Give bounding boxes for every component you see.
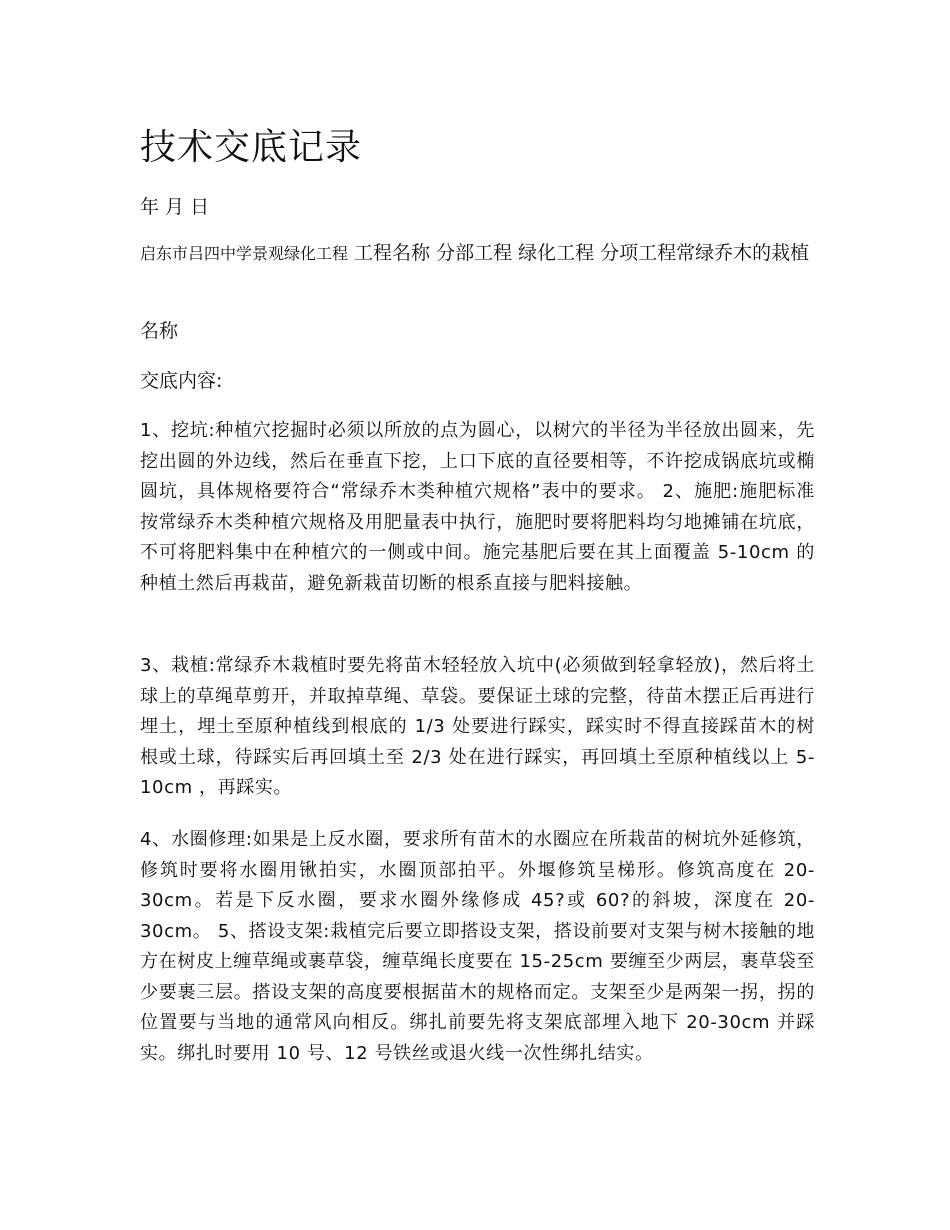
date-line: 年 月 日 xyxy=(140,196,210,218)
content-label: 交底内容: xyxy=(140,370,223,392)
paragraph-water-ring-and-support: 4、水圈修理:如果是上反水圈，要求所有苗木的水圈应在所栽苗的树坑外延修筑，修筑时要将水圈用锹拍实，水圈顶部拍平。外堰修筑呈梯形。修筑高度在 20-30cm。若是下反水圈，要求水圈外缘修成 45?或 60?的斜坡，深度在 20-30cm。 5、搭设支架:栽植完后要立即搭设支架，搭设前要对支架与树木接触的地方在树皮上缠草绳或裹草袋，缠草绳长度要在 15-25cm 要缠至少两层，裹草袋至少要裹三层。搭设支架的高度要根据苗木的规格而定。支架至少是两架一拐，拐的位置要与当地的通常风向相反。绑扎前要先将支架底部埋入地下 20-30cm 并踩实。绑扎时要用 10 号、12 号铁丝或退火线一次性绑扎结实。 xyxy=(140,829,815,1064)
name-label: 名称 xyxy=(140,320,179,342)
paragraph-dig-and-fertilize: 1、挖坑:种植穴挖掘时必须以所放的点为圆心，以树穴的半径为半径放出圆来，先挖出圆的外边线，然后在垂直下挖，上口下底的直径要相等，不许挖成锅底坑或椭圆坑，具体规格要符合“常绿乔木类种植穴规格”表中的要求。 2、施肥:施肥标准按常绿乔木类种植穴规格及用肥量表中执行，施肥时要将肥料均匀地摊铺在坑底，不可将肥料集中在种植穴的一侧或中间。施完基肥后要在其上面覆盖 5-10cm 的种植土然后再栽苗，避免新栽苗切断的根系直接与肥料接触。 xyxy=(140,420,815,594)
project-name: 启东市吕四中学景观绿化工程 xyxy=(140,244,349,263)
project-info-line xyxy=(140,240,815,267)
document-title: 技术交底记录 xyxy=(140,127,363,168)
paragraph-planting: 3、栽植:常绿乔木栽植时要先将苗木轻轻放入坑中(必须做到轻拿轻放)，然后将土球上的草绳草剪开，并取掉草绳、草袋。要保证土球的完整，待苗木摆正后再进行埋土，埋土至原种植线到根底的 1/3 处要进行踩实，踩实时不得直接踩苗木的树根或土球，待踩实后再回填土至 2/3 处在进行踩实，再回填土至原种植线以上 5-10cm ，再踩实。 xyxy=(140,655,815,798)
project-classification: 工程名称 分部工程 绿化工程 分项工程常绿乔木的栽植 xyxy=(348,242,810,264)
